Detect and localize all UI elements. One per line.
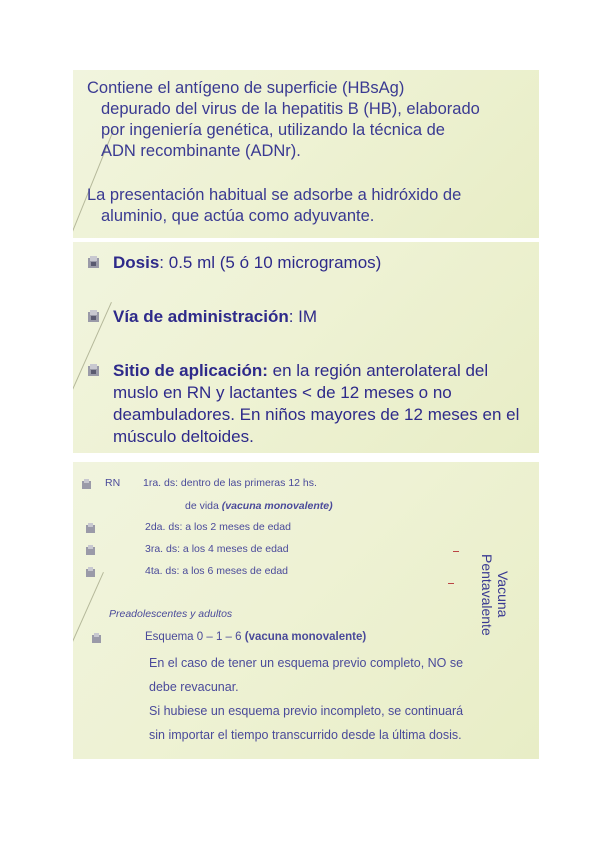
- description-line-3: por ingeniería genética, utilizando la técnica de: [101, 121, 445, 139]
- dose-value: : 0.5 ml (5 ó 10 microgramos): [159, 253, 382, 272]
- adjuvant-paragraph: [87, 185, 529, 227]
- route-label: Vía de administración: [113, 307, 289, 326]
- rn-label: RN: [105, 477, 121, 489]
- site-bullet: [87, 360, 531, 448]
- dose-2: 2da. ds: a los 2 meses de edad: [145, 521, 291, 533]
- pentavalent-label-2: Pentavalente: [479, 553, 495, 636]
- description-line-1: Contiene el antígeno de superficie (HBsAg): [87, 79, 405, 97]
- scheme-bold: (vacuna monovalente): [244, 631, 367, 643]
- scheme-text: Esquema 0 – 1 – 6: [145, 631, 242, 643]
- description-paragraph: [87, 78, 529, 162]
- dose-1: 1ra. ds: dentro de las primeras 12 hs.: [143, 477, 317, 489]
- dose-1-bold: (vacuna monovalente): [221, 500, 333, 512]
- description-line-2: depurado del virus de la hepatitis B (HB), elaborado: [101, 100, 480, 118]
- slide-hbsag-description: [73, 70, 539, 238]
- route-value: : IM: [288, 307, 318, 326]
- dose-3: 3ra. ds: a los 4 meses de edad: [145, 543, 289, 555]
- bullet-icon: [85, 566, 96, 578]
- dose-4: 4ta. ds: a los 6 meses de edad: [145, 565, 289, 577]
- adjuvant-line-2: aluminio, que actúa como adyuvante.: [101, 207, 375, 225]
- bullet-icon: [87, 363, 100, 377]
- bullet-icon: [87, 255, 100, 269]
- note-2-line-2: sin importar el tiempo transcurrido desde la última dosis.: [149, 728, 462, 742]
- route-bullet: [87, 306, 531, 328]
- note-2-line-1: Si hubiese un esquema previo incompleto, se continuará: [149, 704, 464, 718]
- dash-mark: [448, 583, 454, 584]
- note-1-line-2: debe revacunar.: [149, 680, 239, 694]
- bullet-icon: [85, 544, 96, 556]
- adjuvant-line-1: La presentación habitual se adsorbe a hidróxido de: [87, 186, 462, 204]
- bullet-icon: [87, 309, 100, 323]
- site-label: Sitio de aplicación:: [113, 361, 268, 380]
- dash-mark: [453, 551, 459, 552]
- bullet-icon: [91, 632, 102, 644]
- preadolescent-heading: Preadolescentes y adultos: [109, 608, 233, 620]
- scheme-row: [145, 631, 366, 643]
- description-line-4: ADN recombinante (ADNr).: [101, 142, 301, 160]
- pentavalent-label: [451, 522, 511, 667]
- note-1-line-1: En el caso de tener un esquema previo completo, NO se: [149, 656, 464, 670]
- slide-schedule: [73, 462, 539, 759]
- slide-administration: [73, 242, 539, 453]
- dose-1-cont-text: de vida: [185, 500, 219, 512]
- bullet-icon: [81, 478, 92, 490]
- bullet-icon: [85, 522, 96, 534]
- pentavalent-label-1: Vacuna: [495, 571, 511, 618]
- dose-1-continuation: [185, 500, 333, 512]
- dose-label: Dosis: [113, 253, 160, 272]
- dose-bullet: [87, 252, 531, 274]
- site-value: en la región anterolateral del muslo en RN y lactantes < de 12 meses o no deambuladores. En niños mayores de 12 meses en el músculo deltoides.: [113, 361, 520, 446]
